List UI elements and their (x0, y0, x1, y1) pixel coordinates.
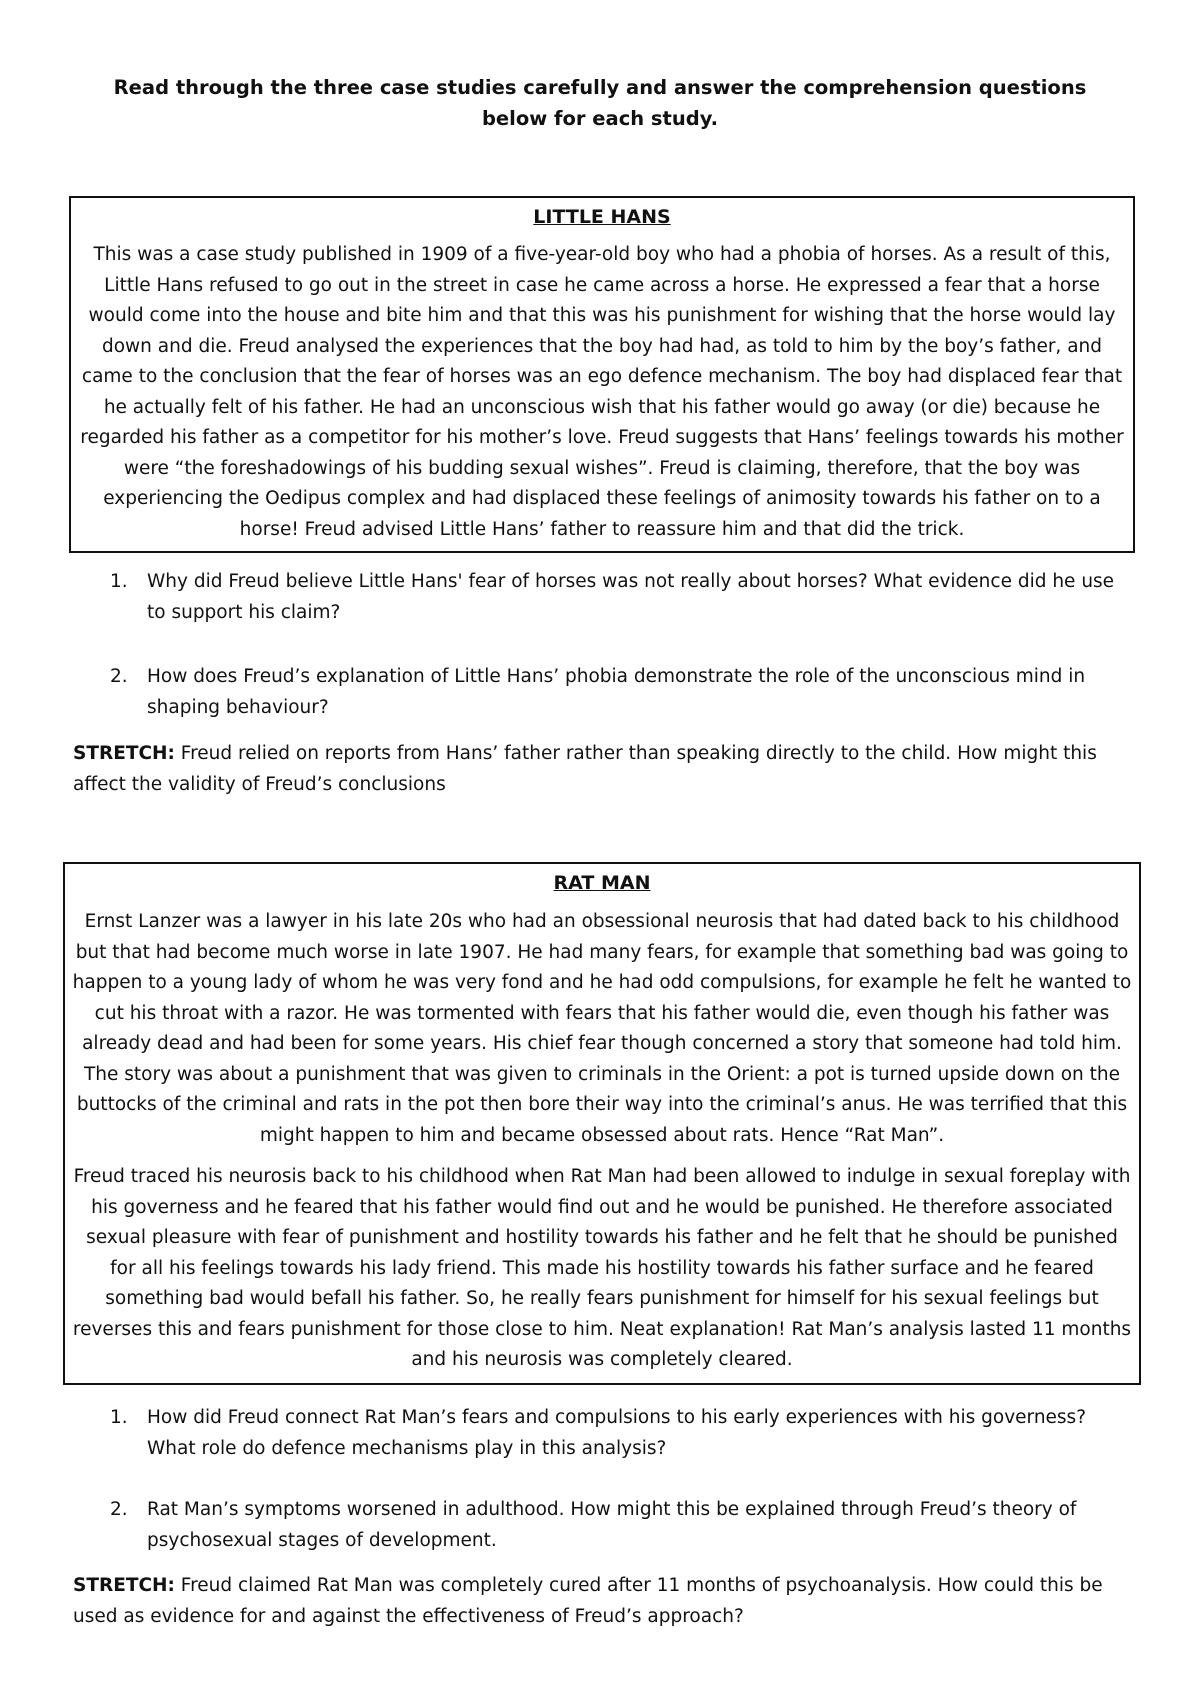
rat-man-title: RAT MAN (553, 872, 651, 894)
question-text: How does Freud’s explanation of Little Hans’ phobia demonstrate the role of the unconscious mind in shaping behaviour? (147, 666, 1086, 718)
stretch-text: Freud relied on reports from Hans’ father rather than speaking directly to the child. How might this affect the validity of Freud’s conclusions (73, 743, 1097, 795)
rat-man-stretch-question (73, 1571, 1123, 1632)
question-text: How did Freud connect Rat Man’s fears and compulsions to his early experiences with his governess? What role do defence mechanisms play in this analysis? (147, 1407, 1087, 1459)
question-text: Rat Man’s symptoms worsened in adulthood. How might this be explained through Freud’s theory of psychosexual stages of development. (147, 1499, 1077, 1551)
rat-man-paragraph-2: Freud traced his neurosis back to his childhood when Rat Man had been allowed to indulge in sexual foreplay with his governess and he feared that his father would find out and he would be punished. He therefore associated sexual pleasure with fear of punishment and hostility towards his father and he felt that he should be punished for all his feelings towards his lady friend. This made his hostility towards his father surface and he feared something bad would befall his father. So, he really fears punishment for himself for his sexual feelings but reverses this and fears punishment for those close to him. Neat explanation! Rat Man’s analysis lasted 11 months and his neurosis was completely cleared. (72, 1166, 1132, 1370)
little-hans-case-box (69, 196, 1135, 553)
rat-man-paragraph-1: Ernst Lanzer was a lawyer in his late 20s who had an obsessional neurosis that had dated back to his childhood but that had become much worse in late 1907. He had many fears, for example that something bad was going to happen to a young lady of whom he was very fond and he had odd compulsions, for example he felt he wanted to cut his throat with a razor. He was tormented with fears that his father would die, even though his father was already dead and had been for some years. His chief fear though concerned a story that someone had told him. The story was about a punishment that was given to criminals in the Orient: a pot is turned upside down on the buttocks of the criminal and rats in the pot then bore their way into the criminal’s anus. He was terrified that this might happen to him and became obsessed about rats. Hence “Rat Man”. (72, 911, 1132, 1146)
stretch-text: Freud claimed Rat Man was completely cured after 11 months of psychoanalysis. How could this be used as evidence for and against the effectiveness of Freud’s approach? (73, 1575, 1103, 1627)
stretch-label: STRETCH: (73, 1575, 175, 1596)
question-number: 2. (110, 666, 128, 687)
little-hans-title: LITTLE HANS (533, 206, 671, 228)
hans-stretch-question (73, 739, 1123, 800)
question-number: 1. (110, 1407, 128, 1428)
question-number: 1. (110, 571, 128, 592)
little-hans-text: This was a case study published in 1909 of a five-year-old boy who had a phobia of horses. As a result of this, Little Hans refused to go out in the street in case he came across a horse. He expressed a fear that a horse would come into the house and bite him and that this was his punishment for wishing that the horse would lay down and die. Freud analysed the experiences that the boy had had, as told to him by the boy’s father, and came to the conclusion that the fear of horses was an ego defence mechanism. The boy had displaced fear that he actually felt of his father. He had an unconscious wish that his father would go away (or die) because he regarded his father as a competitor for his mother’s love. Freud suggests that Hans’ feelings towards his mother were “the foreshadowings of his budding sexual wishes”. Freud is claiming, therefore, that the boy was experiencing the Oedipus complex and had displaced these feelings of animosity towards his father on to a horse! Freud advised Little Hans’ father to reassure him and that did the trick. (80, 244, 1124, 540)
instructions-heading: Read through the three case studies carefully and answer the comprehension questions below for each study. (113, 76, 1087, 130)
rat-man-case-box (63, 862, 1141, 1385)
question-text: Why did Freud believe Little Hans' fear of horses was not really about horses? What evidence did he use to support his claim? (147, 571, 1115, 623)
question-number: 2. (110, 1499, 128, 1520)
stretch-label: STRETCH: (73, 743, 175, 764)
